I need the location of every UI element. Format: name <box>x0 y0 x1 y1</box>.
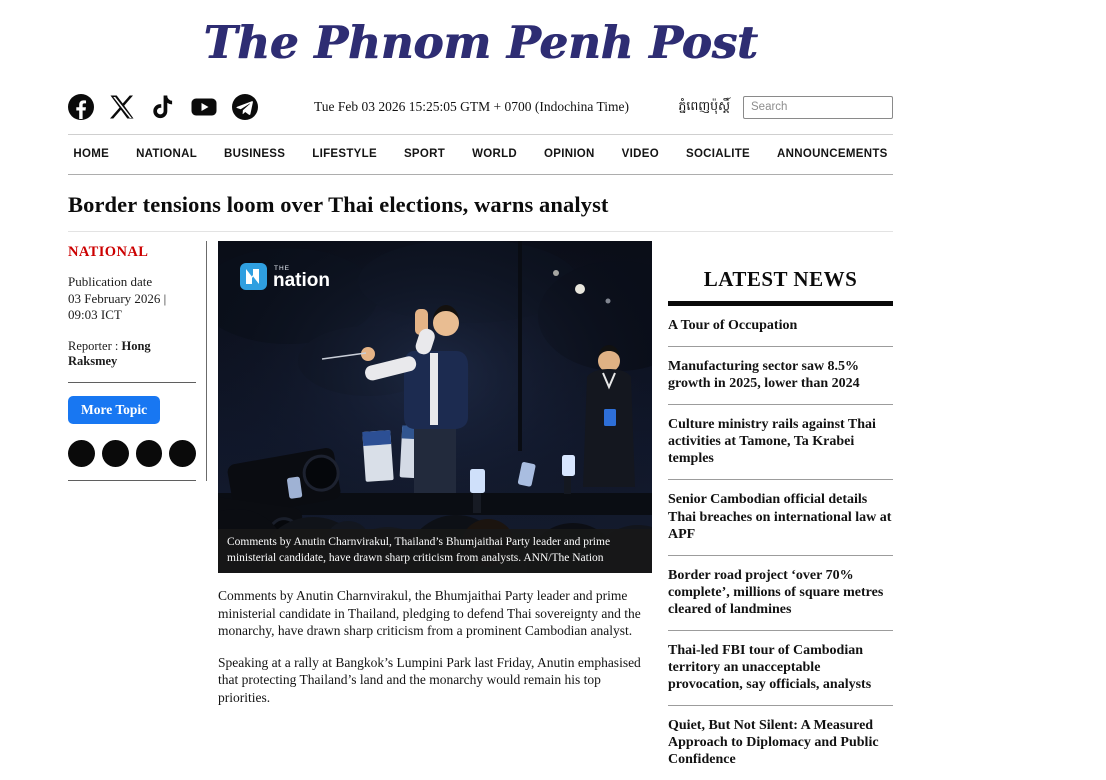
article-content <box>68 241 893 780</box>
tiktok-icon[interactable] <box>150 94 176 120</box>
article-image <box>218 241 652 573</box>
article-paragraph-2: Speaking at a rally at Bangkok’s Lumpini Park last Friday, Anutin emphasised that protecting Thailand’s land and the monarchy would remain his top priorities. <box>218 654 641 705</box>
article-paragraph-1: Comments by Anutin Charnvirakul, the Bhumjaithai Party leader and prime ministerial candidate in Thailand, pledging to defend Thai sovereignty and the monarchy, have drawn sharp criticism from a prominent Cambodian analyst. <box>218 588 641 639</box>
youtube-icon[interactable] <box>191 94 217 120</box>
article-main-column <box>218 241 652 706</box>
svg-text:nation: nation <box>273 270 330 291</box>
article-headline: Border tensions loom over Thai elections, warns analyst <box>68 192 893 232</box>
x-icon[interactable] <box>109 94 135 120</box>
reporter-label: Reporter : <box>68 338 119 353</box>
masthead <box>68 0 893 86</box>
share-icon-2[interactable] <box>102 440 129 467</box>
more-topic-button[interactable]: More Topic <box>68 396 160 424</box>
latest-news-item-6[interactable]: Thai-led FBI tour of Cambodian territory an unacceptable provocation, say officials, analysts <box>668 631 893 706</box>
publication-date-value: 03 February 2026 | 09:03 ICT <box>68 290 167 323</box>
latest-news-list <box>668 306 893 780</box>
latest-news-item-4[interactable]: Senior Cambodian official details Thai breaches on international law at APF <box>668 480 893 555</box>
share-row <box>68 440 196 467</box>
nav-item-lifestyle[interactable]: LIFESTYLE <box>312 148 377 160</box>
khmer-edition-link[interactable]: ភ្នំពេញប៉ុស្តិ៍ <box>678 97 730 113</box>
nav-item-world[interactable]: WORLD <box>472 148 517 160</box>
latest-news-sidebar <box>668 241 893 780</box>
meta-divider-bottom <box>68 480 196 481</box>
search-input[interactable] <box>743 96 893 119</box>
datetime-text: Tue Feb 03 2026 15:25:05 GTM + 0700 (Indochina Time) <box>314 99 629 114</box>
page-container <box>68 0 893 780</box>
latest-news-item-1[interactable]: A Tour of Occupation <box>668 306 893 347</box>
article-meta-column <box>68 241 207 481</box>
category-label[interactable]: NATIONAL <box>68 244 149 260</box>
nav-item-socialite[interactable]: SOCIALITE <box>685 148 751 160</box>
share-icon-4[interactable] <box>169 440 196 467</box>
facebook-icon[interactable] <box>68 94 94 120</box>
share-icon-1[interactable] <box>68 440 95 467</box>
nav-item-sport[interactable]: SPORT <box>403 148 446 160</box>
nav-item-video[interactable]: VIDEO <box>621 148 659 160</box>
nav-item-home[interactable]: HOME <box>73 148 110 160</box>
masthead-logo[interactable]: The Phnom Penh Post <box>203 16 758 69</box>
meta-divider <box>68 382 196 383</box>
rally-photo-illustration <box>218 241 652 573</box>
publication-date-label: Publication date <box>68 274 153 289</box>
social-links <box>68 94 258 120</box>
reporter-line <box>68 339 196 369</box>
telegram-icon[interactable] <box>232 94 258 120</box>
latest-news-item-5[interactable]: Border road project ‘over 70% complete’, millions of square metres cleared of landmines <box>668 556 893 631</box>
nav-item-business[interactable]: BUSINESS <box>224 148 286 160</box>
nav-item-opinion[interactable]: OPINION <box>544 148 595 160</box>
nav-item-national[interactable]: NATIONAL <box>136 148 198 160</box>
latest-news-item-7[interactable]: Quiet, But Not Silent: A Measured Approach to Diplomacy and Public Confidence <box>668 718 879 768</box>
reporter-name: Hong Raksmey <box>68 338 151 368</box>
main-nav <box>68 135 893 175</box>
image-caption: Comments by Anutin Charnvirakul, Thailand’s Bhumjaithai Party leader and prime ministerial candidate, have drawn sharp criticism from analysts. ANN/The Nation <box>218 529 652 573</box>
latest-news-item-3[interactable]: Culture ministry rails against Thai activities at Tamone, Ta Krabei temples <box>668 405 893 480</box>
nav-item-announcements[interactable]: ANNOUNCEMENTS <box>777 148 888 160</box>
svg-text:THE: THE <box>274 265 290 272</box>
header-row <box>68 86 893 135</box>
latest-news-title: LATEST NEWS <box>703 267 858 291</box>
share-icon-3[interactable] <box>136 440 163 467</box>
latest-news-item-2[interactable]: Manufacturing sector saw 8.5% growth in 2025, lower than 2024 <box>668 347 893 405</box>
header-tools <box>678 96 893 119</box>
